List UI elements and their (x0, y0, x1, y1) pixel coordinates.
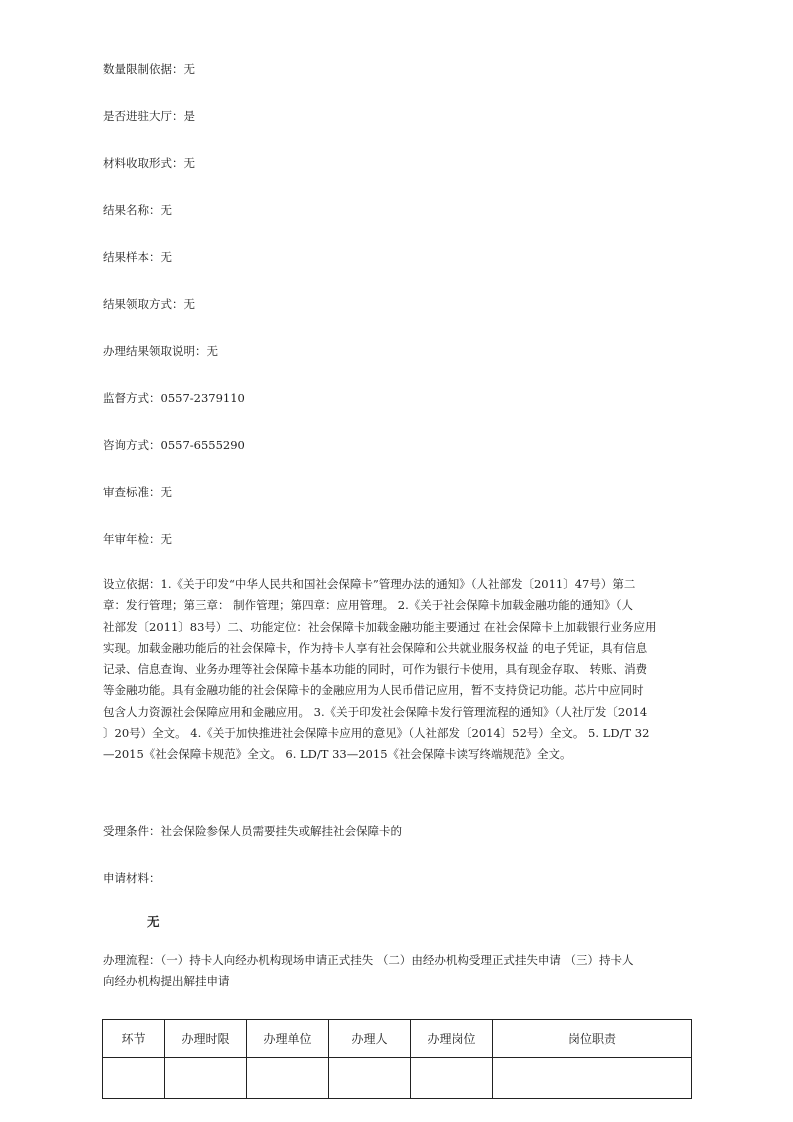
table-cell (103, 1058, 165, 1099)
basis-line: 实现。加载金融功能后的社会保障卡，作为持卡人享有社会保障和公共就业服务权益 的电子凭证，具有信息 (103, 640, 648, 655)
basis-line: 社部发〔2011〕83号）二、功能定位：社会保障卡加载金融功能主要通过 在社会保障卡上加载银行业务应用 (103, 619, 657, 634)
process-flow (103, 950, 697, 993)
establishment-basis (103, 574, 697, 766)
field-result-sample: 结果样本：无 (103, 250, 172, 264)
table-header-cell: 办理单位 (247, 1020, 329, 1058)
table-cell (329, 1058, 411, 1099)
table-header-cell: 岗位职责 (493, 1020, 692, 1058)
table-cell (165, 1058, 247, 1099)
field-supervision-phone: 监督方式：0557-2379110 (103, 391, 245, 405)
table-cell (493, 1058, 692, 1099)
field-review-standard: 审查标准：无 (103, 485, 172, 499)
table-row (103, 1058, 692, 1099)
process-line: 办理流程：（一）持卡人向经办机构现场申请正式挂失 （二）由经办机构受理正式挂失申请 （三）持卡人 (103, 953, 634, 967)
process-table (102, 1019, 692, 1099)
basis-line: —2015《社会保障卡规范》全文。 6. LD/T 33—2015《社会保障卡读写终端规范》全文。 (103, 747, 572, 762)
field-in-hall: 是否进驻大厅：是 (103, 109, 195, 123)
field-result-pickup: 结果领取方式：无 (103, 297, 195, 311)
field-result-name: 结果名称：无 (103, 203, 172, 217)
table-header-cell: 办理人 (329, 1020, 411, 1058)
table-header-cell: 环节 (103, 1020, 165, 1058)
basis-line: 记录、信息查询、业务办理等社会保障卡基本功能的同时，可作为银行卡使用，具有现金存取、 转账、消费 (103, 662, 648, 677)
basis-line: 设立依据：1.《关于印发“中华人民共和国社会保障卡”管理办法的通知》（人社部发〔2011〕47号）第二 (103, 577, 636, 591)
basis-line: 包含人力资源社会保障应用和金融应用。 3.《关于印发社会保障卡发行管理流程的通知》（人社厅发〔2014 (103, 704, 648, 719)
table-cell (247, 1058, 329, 1099)
field-result-pickup-note: 办理结果领取说明：无 (103, 344, 218, 358)
acceptance-conditions: 受理条件：社会保险参保人员需要挂失或解挂社会保障卡的 (103, 824, 402, 838)
table-cell (411, 1058, 493, 1099)
field-annual-review: 年审年检：无 (103, 532, 172, 546)
materials-value: 无 (147, 914, 160, 929)
basis-line: 〕20号）全文。 4.《关于加快推进社会保障卡应用的意见》（人社部发〔2014〕52号）全文。 5. LD/T 32 (103, 726, 650, 741)
field-material-collection: 材料收取形式：无 (103, 156, 195, 170)
table-header-cell: 办理时限 (165, 1020, 247, 1058)
table-header-row (103, 1020, 692, 1058)
field-consult-phone: 咨询方式：0557-6555290 (103, 438, 245, 452)
process-line: 向经办机构提出解挂申请 (103, 974, 230, 989)
materials-label: 申请材料： (103, 871, 161, 885)
basis-line: 等金融功能。具有金融功能的社会保障卡的金融应用为人民币借记应用，暂不支持贷记功能。芯片中应同时 (103, 683, 644, 698)
field-quantity-limit-basis: 数量限制依据：无 (103, 62, 195, 76)
basis-line: 章：发行管理；第三章： 制作管理；第四章：应用管理。 2.《关于社会保障卡加载金融功能的通知》（人 (103, 598, 634, 613)
table-header-cell: 办理岗位 (411, 1020, 493, 1058)
